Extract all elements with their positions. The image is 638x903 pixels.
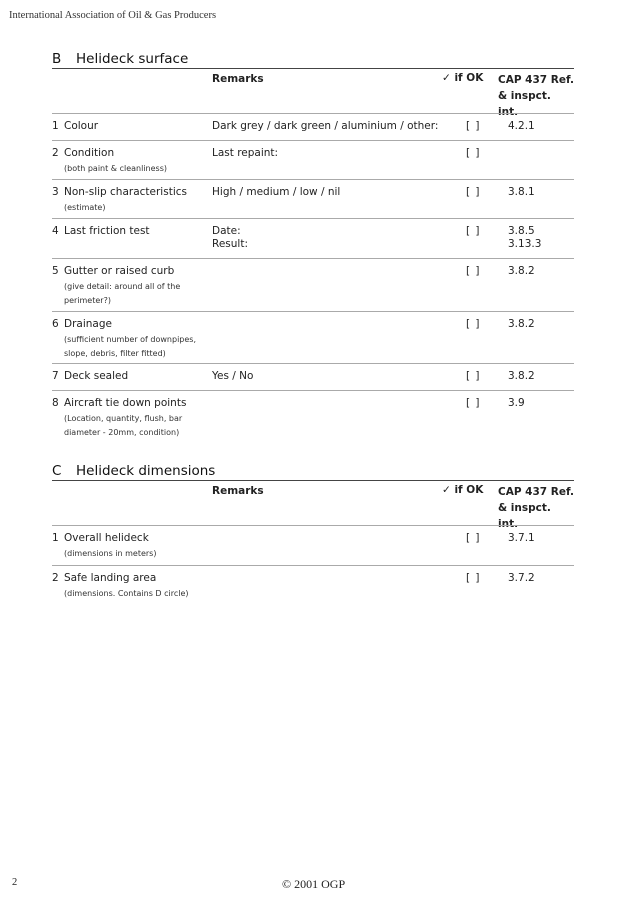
column-remarks: Remarks — [212, 485, 264, 497]
column-cap-ref-line2: & inspct. int. — [498, 90, 551, 118]
ok-checkbox[interactable]: [ ] — [466, 370, 481, 382]
row-item-label: Overall helideck — [64, 532, 149, 544]
row-number: 1 — [52, 532, 59, 544]
section-title — [52, 50, 574, 68]
row-remark-line1: Date: — [212, 225, 241, 237]
column-remarks: Remarks — [212, 73, 264, 85]
row-item-label: Condition — [64, 147, 115, 159]
row-number: 2 — [52, 147, 59, 159]
row-number: 4 — [52, 225, 59, 237]
ok-checkbox[interactable]: [ ] — [466, 147, 481, 159]
row-cap-ref-line2: 3.13.3 — [508, 238, 542, 250]
row-number: 6 — [52, 318, 59, 330]
row-cap-ref — [508, 397, 525, 410]
ok-checkbox[interactable]: [ ] — [466, 265, 481, 277]
row-item — [64, 265, 204, 308]
row-remark — [212, 225, 248, 251]
ok-checkbox[interactable]: [ ] — [466, 225, 481, 237]
row-item — [64, 370, 204, 382]
row-number: 5 — [52, 265, 59, 277]
ok-checkbox[interactable]: [ ] — [466, 120, 481, 132]
column-cap-ref-line1: CAP 437 Ref. — [498, 74, 574, 86]
row-number: 3 — [52, 186, 59, 198]
row-cap-ref — [508, 370, 535, 383]
section-helideck-dimensions — [52, 462, 574, 606]
table-row — [52, 565, 574, 606]
row-item-label: Non-slip characteristics — [64, 186, 187, 198]
row-cap-ref — [508, 186, 535, 199]
page-header: International Association of Oil & Gas Producers — [9, 10, 217, 21]
row-number: 7 — [52, 370, 59, 382]
row-cap-ref-line1: 3.8.5 — [508, 225, 535, 237]
table-row — [52, 179, 574, 218]
ok-checkbox[interactable]: [ ] — [466, 186, 481, 198]
column-if-ok: ✓ if OK — [442, 72, 484, 84]
row-remark-line1: High / medium / low / nil — [212, 186, 341, 198]
table-row — [52, 311, 574, 363]
row-item — [64, 397, 204, 440]
row-number: 1 — [52, 120, 59, 132]
row-remark — [212, 370, 253, 383]
row-remark-line2: Result: — [212, 238, 248, 250]
column-cap-ref-line2: & inspct. int. — [498, 502, 551, 530]
section-title — [52, 462, 574, 480]
page-number: 2 — [12, 877, 18, 888]
ok-checkbox[interactable]: [ ] — [466, 572, 481, 584]
table-row — [52, 390, 574, 441]
row-cap-ref-line1: 3.8.2 — [508, 370, 535, 382]
row-item-label: Safe landing area — [64, 572, 157, 584]
section-letter: C — [52, 463, 62, 479]
row-cap-ref — [508, 265, 535, 278]
row-number: 8 — [52, 397, 59, 409]
row-item-note: (both paint & cleanliness) — [64, 164, 167, 173]
copyright: © 2001 OGP — [282, 877, 346, 891]
row-item — [64, 318, 204, 361]
row-item — [64, 532, 204, 561]
row-item-note: (Location, quantity, flush, bar diameter - 20mm, condition) — [64, 414, 183, 437]
table-row — [52, 525, 574, 565]
row-cap-ref — [508, 318, 535, 331]
row-remark-line1: Yes / No — [212, 370, 254, 382]
row-cap-ref — [508, 572, 535, 585]
row-cap-ref-line1: 3.8.1 — [508, 186, 535, 198]
column-cap-ref-line1: CAP 437 Ref. — [498, 486, 574, 498]
row-item — [64, 572, 204, 601]
table-row — [52, 140, 574, 179]
table-row — [52, 218, 574, 258]
row-cap-ref-line1: 3.8.2 — [508, 265, 535, 277]
row-cap-ref-line1: 3.7.2 — [508, 572, 535, 584]
row-cap-ref-line1: 3.8.2 — [508, 318, 535, 330]
row-item-label: Gutter or raised curb — [64, 265, 175, 277]
column-header — [52, 69, 574, 118]
row-remark — [212, 120, 438, 133]
table-row — [52, 363, 574, 390]
table-row — [52, 113, 574, 140]
row-remark-line1: Dark grey / dark green / aluminium / other: — [212, 120, 439, 132]
row-item — [64, 120, 204, 132]
row-cap-ref — [508, 532, 535, 545]
row-remark — [212, 186, 340, 199]
row-number: 2 — [52, 572, 59, 584]
section-letter: B — [52, 51, 62, 67]
row-cap-ref-line1: 4.2.1 — [508, 120, 535, 132]
row-item-note: (give detail: around all of the perimeter?) — [64, 282, 181, 305]
row-item-label: Last friction test — [64, 225, 150, 237]
row-item-note: (dimensions. Contains D circle) — [64, 589, 189, 598]
row-item-note: (sufficient number of downpipes, slope, debris, filter fitted) — [64, 335, 197, 358]
row-item — [64, 186, 204, 215]
row-item-note: (estimate) — [64, 203, 106, 212]
row-remark — [212, 147, 278, 160]
row-item-label: Deck sealed — [64, 370, 129, 382]
row-cap-ref — [508, 120, 535, 133]
section-title-text: Helideck dimensions — [76, 463, 216, 479]
column-if-ok: ✓ if OK — [442, 484, 484, 496]
row-item-note: (dimensions in meters) — [64, 549, 157, 558]
row-item-label: Colour — [64, 120, 99, 132]
row-item-label: Drainage — [64, 318, 112, 330]
ok-checkbox[interactable]: [ ] — [466, 532, 481, 544]
row-item — [64, 225, 204, 237]
row-item — [64, 147, 204, 176]
column-header — [52, 481, 574, 530]
section-helideck-surface — [52, 50, 574, 441]
ok-checkbox[interactable]: [ ] — [466, 397, 481, 409]
row-remark-line1: Last repaint: — [212, 147, 279, 159]
section-title-text: Helideck surface — [76, 51, 189, 67]
ok-checkbox[interactable]: [ ] — [466, 318, 481, 330]
table-row — [52, 258, 574, 311]
row-cap-ref-line1: 3.7.1 — [508, 532, 535, 544]
row-cap-ref-line1: 3.9 — [508, 397, 525, 409]
row-item-label: Aircraft tie down points — [64, 397, 187, 409]
row-cap-ref — [508, 225, 541, 251]
